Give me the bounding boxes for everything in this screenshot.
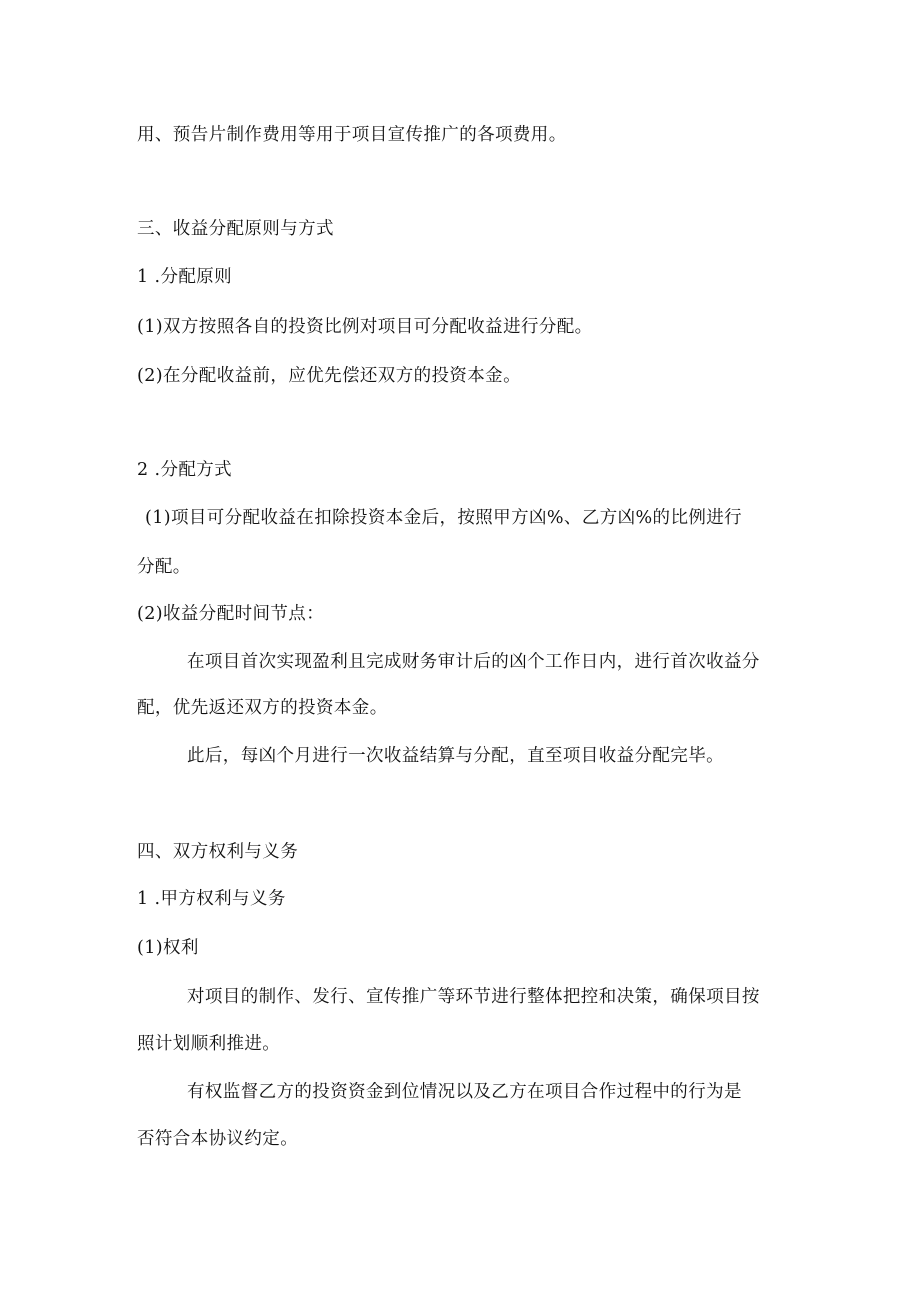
list-item-continuation: 分配。 [137, 557, 191, 577]
body-paragraph-continuation: 否符合本协议约定。 [137, 1129, 299, 1149]
section-heading-4: 四、双方权利与义务 [137, 842, 299, 862]
section-heading-3: 三、收益分配原则与方式 [137, 219, 334, 239]
body-paragraph: 有权监督乙方的投资资金到位情况以及乙方在项目合作过程中的行为是 [187, 1082, 742, 1102]
subsection-heading-4-1: 1 .甲方权利与义务 [137, 889, 286, 909]
list-item: (2)收益分配时间节点： [137, 604, 325, 624]
body-paragraph-continuation: 配，优先返还双方的投资本金。 [137, 698, 388, 718]
list-item: (1)双方按照各自的投资比例对项目可分配收益进行分配。 [137, 317, 593, 337]
body-paragraph-continuation: 照计划顺利推进。 [137, 1034, 281, 1054]
subsection-heading-3-1: 1 .分配原则 [137, 267, 233, 287]
list-item: (1)项目可分配收益在扣除投资本金后，按照甲方凶%、乙方凶%的比例进行 [145, 508, 743, 528]
paragraph-continuation: 用、预告片制作费用等用于项目宣传推广的各项费用。 [137, 125, 567, 145]
body-paragraph: 对项目的制作、发行、宣传推广等环节进行整体把控和决策，确保项目按 [187, 987, 760, 1007]
body-paragraph: 在项目首次实现盈利且完成财务审计后的凶个工作日内，进行首次收益分 [187, 652, 760, 672]
list-item: (2)在分配收益前，应优先偿还双方的投资本金。 [137, 366, 521, 386]
subsection-heading-3-2: 2 .分配方式 [137, 460, 233, 480]
body-paragraph: 此后，每凶个月进行一次收益结算与分配，直至项目收益分配完毕。 [187, 746, 724, 766]
list-item: (1)权利 [137, 938, 199, 958]
